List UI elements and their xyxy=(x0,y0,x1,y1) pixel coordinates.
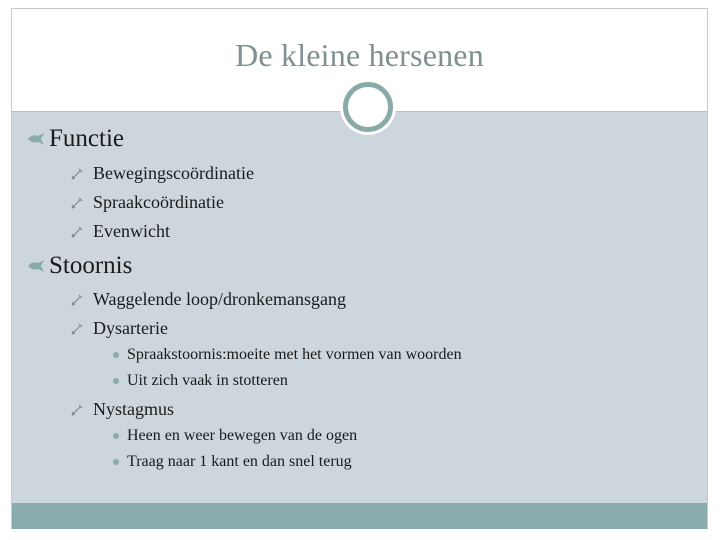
pencil-bullet-icon xyxy=(70,293,84,307)
sub-list-item xyxy=(113,427,357,445)
sub-list-item-label: Traag naar 1 kant en dan snel terug xyxy=(127,453,352,470)
sub-list-item xyxy=(113,453,352,471)
section-heading-label: Stoornis xyxy=(49,252,133,279)
list-item xyxy=(70,163,254,184)
list-item xyxy=(70,399,174,420)
list-item xyxy=(70,318,168,339)
dot-bullet-icon xyxy=(113,378,119,384)
slide-title: De kleine hersenen xyxy=(235,37,484,73)
pencil-bullet-icon xyxy=(70,403,84,417)
list-item-label: Spraakcoördinatie xyxy=(93,192,224,212)
list-item xyxy=(70,289,346,310)
list-item-label: Nystagmus xyxy=(93,399,174,419)
section-bullet-icon xyxy=(26,259,46,273)
section-heading-stoornis xyxy=(26,252,132,280)
pencil-bullet-icon xyxy=(70,322,84,336)
section-bullet-icon xyxy=(26,132,46,146)
dot-bullet-icon xyxy=(113,352,119,358)
sub-list-item-label: Spraakstoornis:moeite met het vormen van woorden xyxy=(127,346,462,363)
dot-bullet-icon xyxy=(113,433,119,439)
list-item-label: Bewegingscoördinatie xyxy=(93,163,254,183)
list-item xyxy=(70,221,170,242)
dot-bullet-icon xyxy=(113,459,119,465)
list-item-label: Dysarterie xyxy=(93,318,168,338)
sub-list-item-label: Uit zich vaak in stotteren xyxy=(127,372,288,389)
list-item xyxy=(70,192,224,213)
sub-list-item xyxy=(113,346,462,364)
list-item-label: Evenwicht xyxy=(93,221,170,241)
pencil-bullet-icon xyxy=(70,225,84,239)
sub-list-item-label: Heen en weer bewegen van de ogen xyxy=(127,427,358,444)
pencil-bullet-icon xyxy=(70,167,84,181)
sub-list-item xyxy=(113,372,288,390)
pencil-bullet-icon xyxy=(70,196,84,210)
decorative-circle xyxy=(343,82,393,132)
section-heading-functie xyxy=(26,125,124,153)
footer-bar xyxy=(12,503,707,529)
list-item-label: Waggelende loop/dronkemansgang xyxy=(93,289,346,309)
section-heading-label: Functie xyxy=(49,125,124,152)
